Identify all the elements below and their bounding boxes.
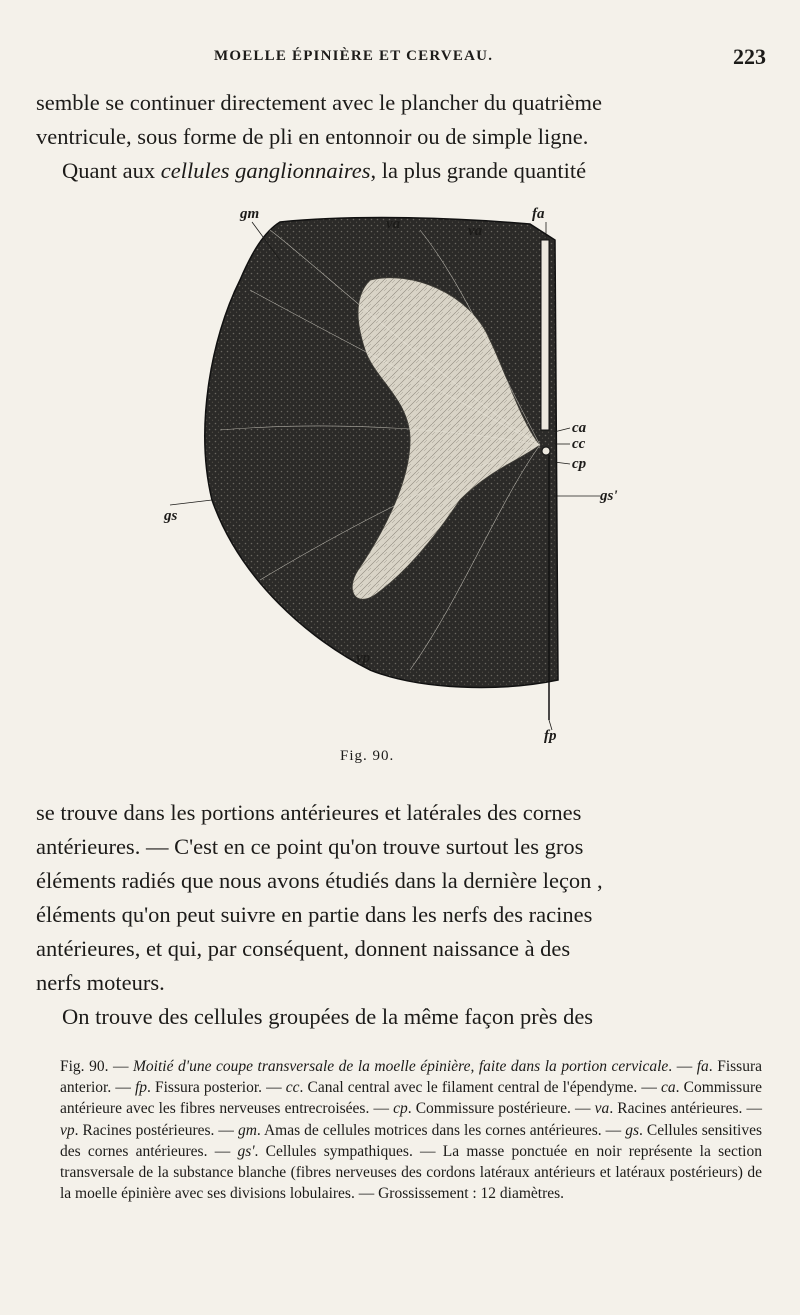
central-canal xyxy=(542,447,550,455)
legend-text: . Canal central avec le filament central de l'épendyme. — xyxy=(299,1079,661,1097)
legend-text: . Racines antérieures. — xyxy=(609,1100,762,1118)
text-line: antérieures. — C'est en ce point qu'on trouve surtout les gros xyxy=(36,834,584,859)
text-line: On trouve des cellules groupées de la même façon près des xyxy=(62,1004,594,1029)
page-number: 223 xyxy=(733,44,766,69)
label-ca: ca xyxy=(572,420,587,436)
text-line: éléments radiés que nous avons étudiés dans la dernière leçon , xyxy=(36,868,603,893)
running-head xyxy=(36,44,766,74)
text-run: Quant aux xyxy=(62,158,161,183)
label-cc: cc xyxy=(572,436,586,452)
legend-text: . Commissure postérieure. — xyxy=(407,1100,595,1118)
legend-abbr: gm xyxy=(237,1121,257,1139)
legend-title: Moitié d'une coupe transversale de la moelle épinière, faite dans la portion cervicale xyxy=(133,1058,669,1075)
legend-text: . Racines postérieures. — xyxy=(74,1121,238,1139)
legend-fig-ref: Fig. 90. — xyxy=(60,1058,134,1075)
figure-caption: Fig. 90. xyxy=(340,748,395,764)
label-gs-prime: gs' xyxy=(600,488,618,504)
paragraph-start xyxy=(36,154,756,188)
text-run: , la plus grande quantité xyxy=(370,158,587,183)
legend-abbr: cc xyxy=(285,1079,300,1097)
legend-abbr: ca xyxy=(661,1079,676,1097)
label-fa: fa xyxy=(532,206,545,222)
legend-abbr: va xyxy=(594,1100,610,1118)
text-line: nerfs moteurs. xyxy=(36,970,165,995)
legend-abbr: vp xyxy=(60,1121,75,1139)
body-text-top xyxy=(36,86,756,188)
legend-abbr: fa xyxy=(696,1058,709,1075)
label-fp: fp xyxy=(544,728,557,744)
figure-spinal-cord-section xyxy=(160,200,630,745)
legend-text: . Fissura anterior. — xyxy=(60,1058,762,1097)
label-gm: gm xyxy=(240,206,260,222)
italic-term: cellules ganglionnaires xyxy=(160,158,371,183)
spinal-cord-illustration xyxy=(160,200,630,745)
figure-legend xyxy=(60,1056,762,1204)
text-line: semble se continuer directement avec le plancher du quatrième xyxy=(36,90,602,115)
text-line: antérieures, et qui, par conséquent, donnent naissance à des xyxy=(36,936,571,961)
legend-abbr: gs' xyxy=(237,1142,255,1160)
legend-abbr: fp xyxy=(134,1079,147,1097)
legend-abbr: gs xyxy=(625,1121,639,1139)
label-cp: cp xyxy=(572,456,587,472)
legend-text: . Cellules sensitives des cornes antérieures. — xyxy=(60,1121,762,1160)
text-line: éléments qu'on peut suivre en partie dans les nerfs des racines xyxy=(36,902,593,927)
legend-abbr: cp xyxy=(393,1100,408,1118)
label-va-1: va xyxy=(386,216,401,232)
legend-text: . Fissura posterior. — xyxy=(147,1079,286,1097)
label-gs: gs xyxy=(164,508,178,524)
label-vp: vp xyxy=(356,650,371,666)
legend-text: . Commissure antérieure avec les fibres nerveuses entrecroisées. — xyxy=(60,1079,762,1118)
body-text-bottom xyxy=(36,796,756,1034)
text-line: se trouve dans les portions antérieures et latérales des cornes xyxy=(36,800,582,825)
running-title: MOELLE ÉPINIÈRE ET CERVEAU. xyxy=(214,48,494,64)
legend-sep: . — xyxy=(668,1058,697,1075)
label-va-2: va xyxy=(468,223,483,239)
text-line: ventricule, sous forme de pli en entonnoir ou de simple ligne. xyxy=(36,124,589,149)
legend-text: . Cellules sympathiques. — La masse ponctuée en noir représente la section transversale de la substance blanche (fibres nerveuses des cordons latéraux antérieurs et latéraux postérieurs) de la moelle épinière avec ses divisions lobulaires. — Grossissement : 12 diamètres. xyxy=(60,1142,762,1203)
legend-text: . Amas de cellules motrices dans les cornes antérieures. — xyxy=(256,1121,626,1139)
anterior-fissure xyxy=(541,240,549,430)
